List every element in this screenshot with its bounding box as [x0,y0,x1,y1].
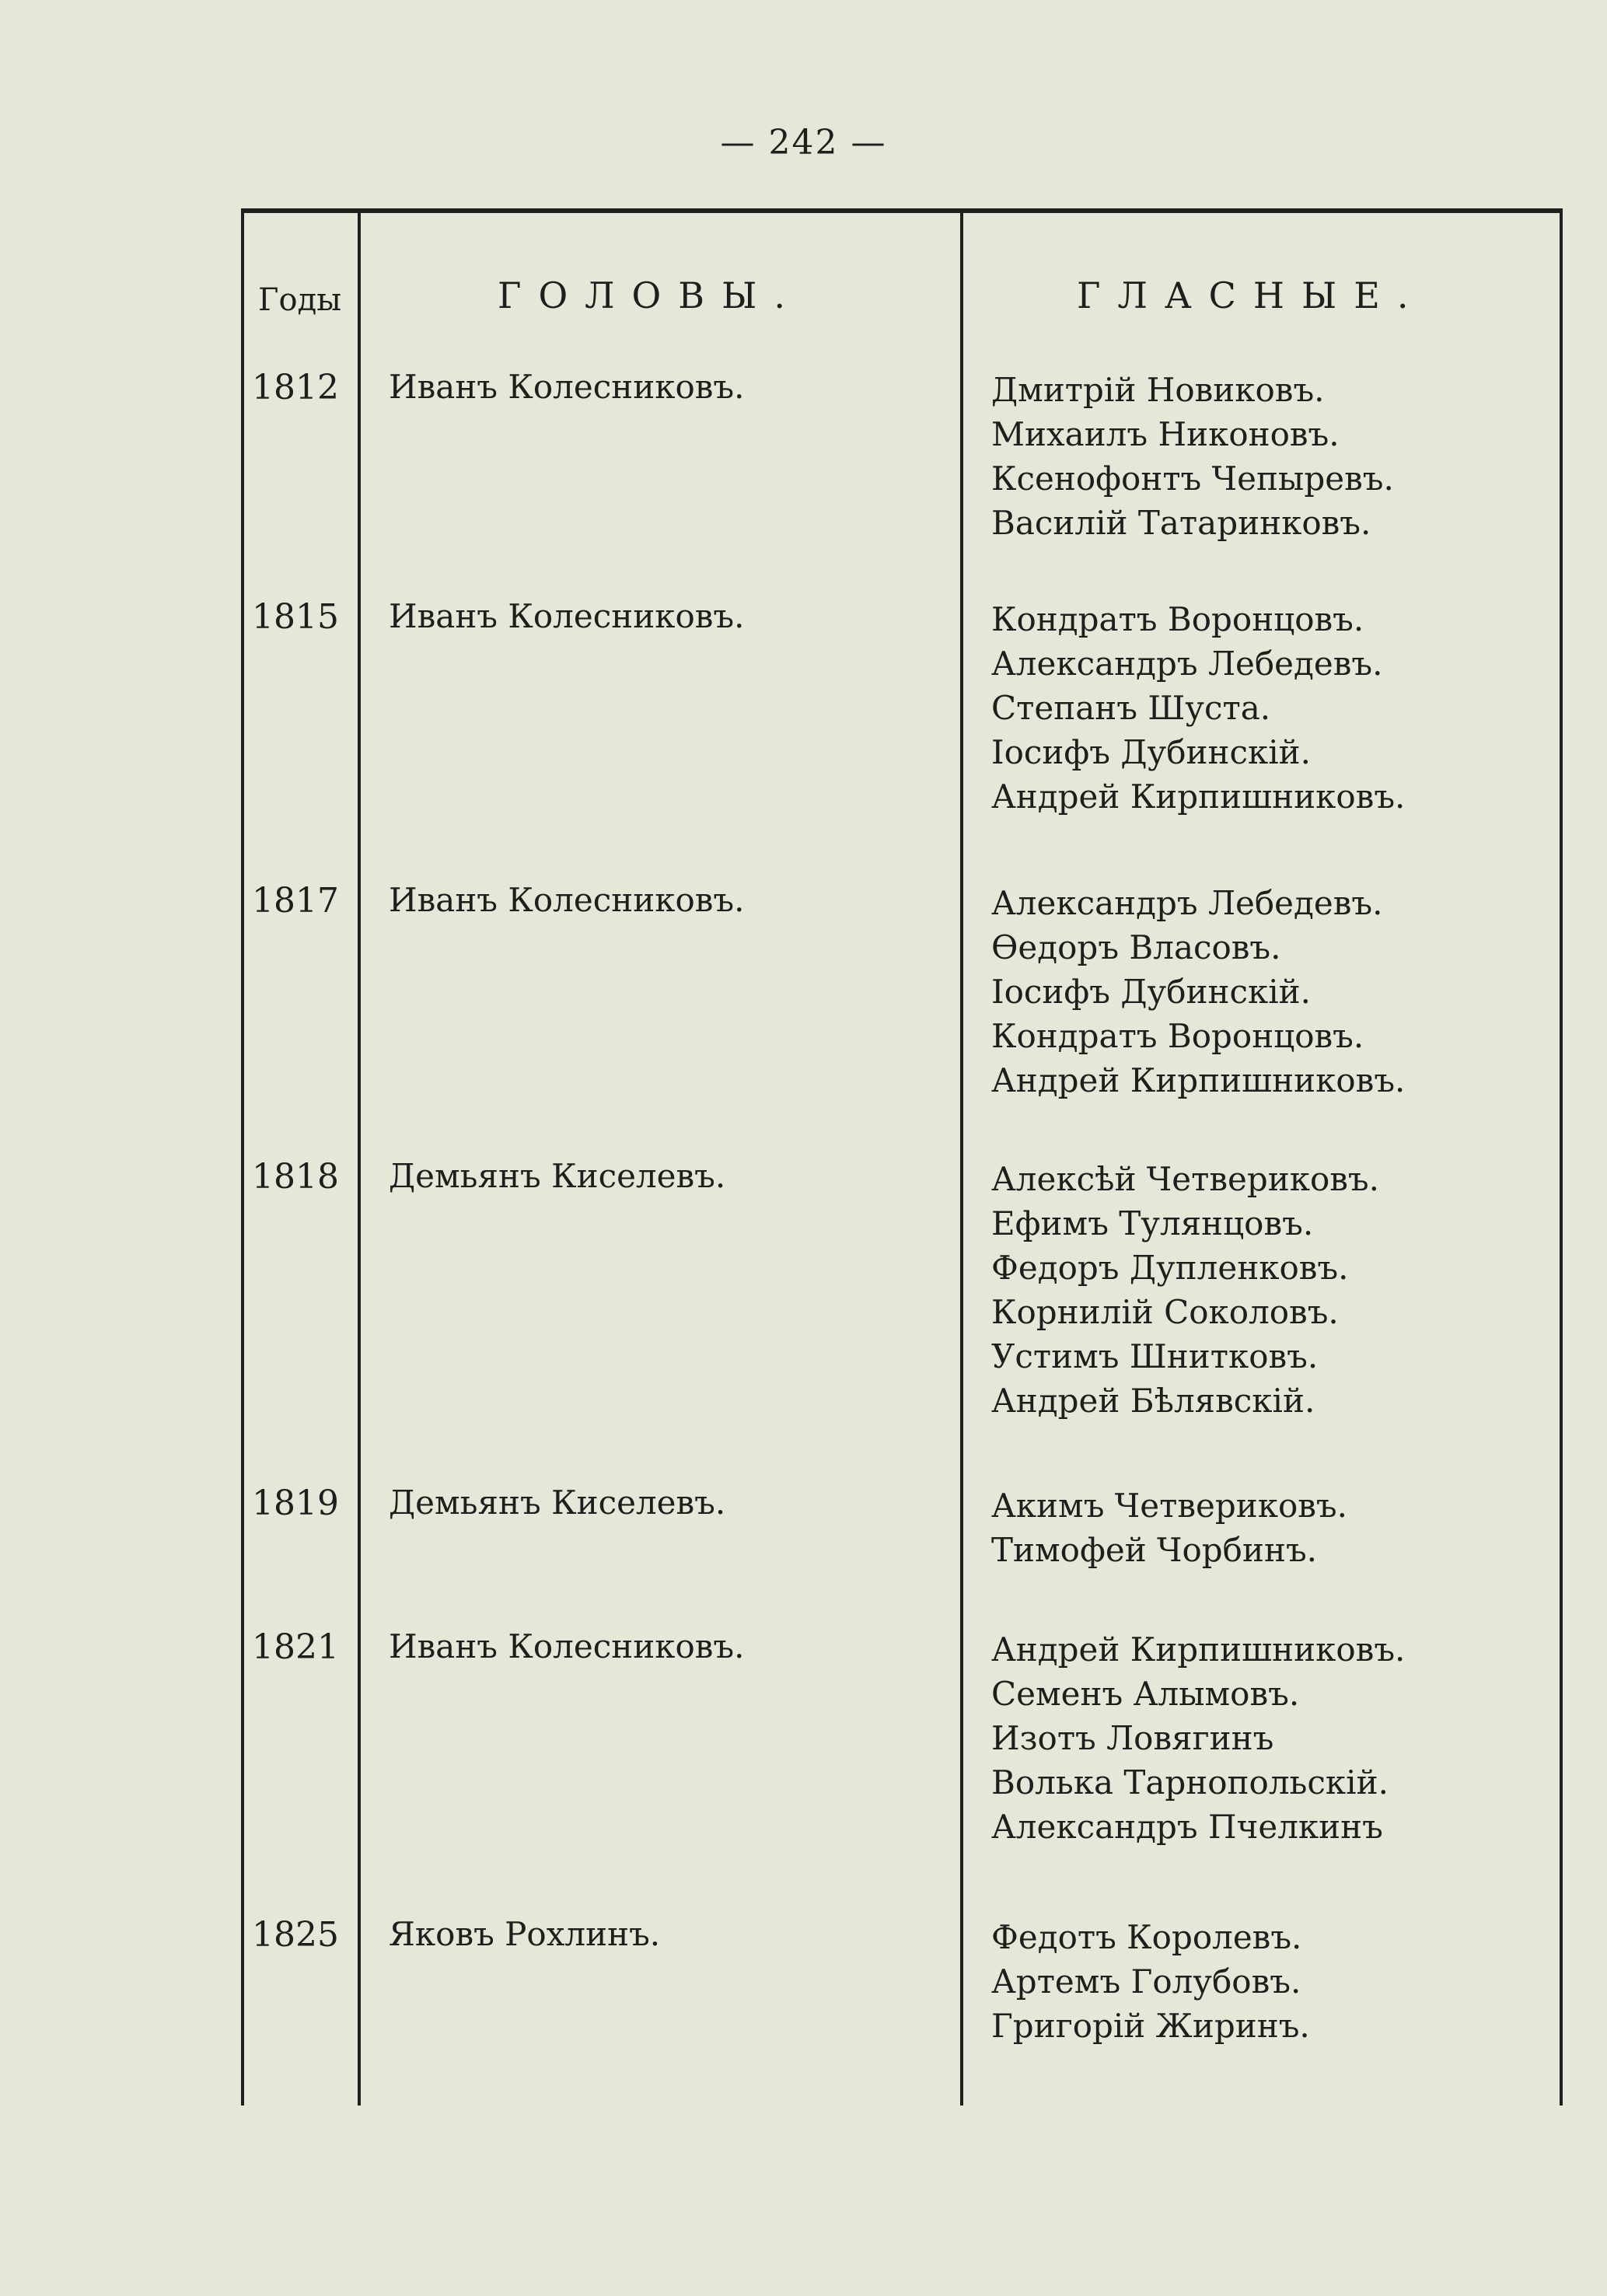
header-glasnye: ГЛАСНЫЕ. [1077,274,1426,316]
council-member: Федоръ Дупленковъ. [991,1249,1349,1287]
council-member: Тимофей Чорбинъ. [991,1531,1318,1569]
council-member: Григорій Жиринъ. [991,2007,1310,2045]
council-member: Федотъ Королевъ. [991,1918,1302,1956]
entry-head: Иванъ Колесниковъ. [389,1627,745,1665]
table-left-rule [241,208,244,2106]
header-golovy: ГОЛОВЫ. [498,274,802,316]
council-member: Михаилъ Никоновъ. [991,415,1340,453]
council-member: Изотъ Ловягинъ [991,1719,1274,1757]
council-member: Іосифъ Дубинскій. [991,733,1312,771]
entry-head: Демьянъ Киселевъ. [389,1483,726,1522]
council-member: Андрей Кирпишниковъ. [991,1630,1406,1669]
entry-year: 1821 [252,1627,339,1667]
council-member: Александръ Пчелкинъ [991,1808,1383,1846]
council-member: Семенъ Алымовъ. [991,1675,1300,1713]
entry-council-list [991,1157,1379,1423]
council-table [241,208,1563,2106]
council-member: Александръ Лебедевъ. [991,645,1383,683]
council-member: Ѳедоръ Власовъ. [991,928,1281,966]
council-member: Іосифъ Дубинскій. [991,973,1312,1011]
golovy-column-rule [960,208,963,2106]
council-member: Ксенофонтъ Чепыревъ. [991,460,1394,498]
table-top-rule [241,208,1563,213]
council-member: Ефимъ Тулянцовъ. [991,1204,1314,1242]
council-member: Андрей Кирпишниковъ. [991,1061,1406,1099]
council-member: Кондратъ Воронцовъ. [991,600,1364,638]
entry-council-list [991,1483,1347,1572]
entry-head: Демьянъ Киселевъ. [389,1157,726,1195]
header-years: Годы [258,282,342,318]
council-member: Василій Татаринковъ. [991,504,1371,542]
entry-year: 1819 [252,1483,339,1523]
entry-year: 1815 [252,597,339,637]
council-member: Устимъ Шнитковъ. [991,1337,1319,1375]
entry-year: 1812 [252,368,339,407]
entry-head: Иванъ Колесниковъ. [389,597,745,635]
council-member: Дмитрій Новиковъ. [991,371,1325,409]
council-member: Кондратъ Воронцовъ. [991,1017,1364,1055]
table-right-rule [1560,208,1563,2106]
page-number: — 242 — [720,123,887,163]
entry-head: Иванъ Колесниковъ. [389,881,745,919]
entry-year: 1817 [252,881,339,921]
council-member: Артемъ Голубовъ. [991,1962,1301,2001]
council-member: Александръ Лебедевъ. [991,884,1383,922]
entry-head: Иванъ Колесниковъ. [389,368,745,406]
council-member: Андрей Бѣлявскій. [991,1382,1315,1420]
entry-year: 1825 [252,1915,339,1955]
council-member: Степанъ Шуста. [991,689,1271,727]
entry-council-list [991,597,1405,819]
entry-council-list [991,1627,1405,1849]
council-member: Алексѣй Четвериковъ. [991,1160,1379,1198]
council-member: Корнилій Соколовъ. [991,1293,1339,1331]
years-column-rule [358,208,361,2106]
entry-council-list [991,881,1405,1103]
council-member: Волька Тарнопольскій. [991,1763,1389,1802]
entry-council-list [991,1915,1310,2048]
entry-head: Яковъ Рохлинъ. [389,1915,661,1953]
council-member: Андрей Кирпишниковъ. [991,778,1406,816]
council-member: Акимъ Четвериковъ. [991,1487,1347,1525]
entry-year: 1818 [252,1157,339,1197]
entry-council-list [991,368,1394,545]
